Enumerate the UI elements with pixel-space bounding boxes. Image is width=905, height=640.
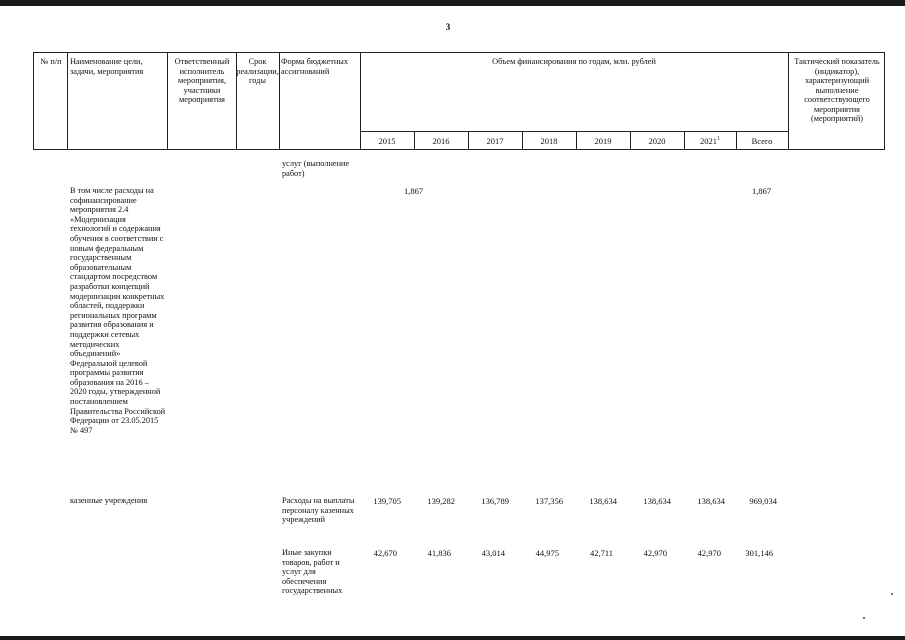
header-no: № п/п [40,57,62,66]
personnel-2018: 137,356 [535,496,563,506]
other-2015: 42,670 [373,548,397,558]
personnel-2017: 136,789 [481,496,509,506]
cofinancing-2016: 1,867 [404,186,424,196]
header-name: Наименование цели, задачи, мероприятия [70,57,144,76]
other-2017: 43,014 [481,548,505,558]
scan-speck [891,593,893,595]
personnel-2015: 139,705 [373,496,401,506]
year-2016: 2016 [432,136,450,146]
top-scan-edge [0,0,905,6]
year-2019: 2019 [594,136,612,146]
cofinancing-description: В том числе расходы на софинансирование мероприятия 2.4 «Модернизация технологий и содержания обучения в соответствии с новым федеральным государственным образовательным стандартом посредством разработки концепций модернизации конкретных областей, поддержки региональных программ развития образования и поддержки сетевых методических объединений» Федеральной целевой программы развития образования на 2016 – 2020 годы, утвержденной постановлением Правительства Российской Федерации от 23.05.2015 № 497 [70,186,166,435]
other-2019: 42,711 [589,548,613,558]
year-2017: 2017 [486,136,504,146]
bottom-scan-edge [0,636,905,640]
personnel-2019: 138,634 [589,496,617,506]
other-2021: 42,970 [697,548,721,558]
year-2020: 2020 [648,136,666,146]
personnel-2021: 138,634 [697,496,725,506]
other-form: Иные закупки товаров, работ и услуг для обеспечения государственных [282,548,343,596]
continued-form-text: услуг (выполнение работ) [282,159,350,178]
other-2020: 42,970 [643,548,667,558]
header-indicator: Тактический показатель (индикатор), характеризующий выполнение соответствующего мероприятия (мероприятий) [794,57,880,123]
year-2015: 2015 [378,136,396,146]
footnote-mark: 1 [717,136,720,143]
header-form: Форма бюджетных ассигнований [281,57,348,76]
other-2018: 44,975 [535,548,559,558]
year-total: Всего [751,136,773,146]
personnel-2016: 139,282 [427,496,455,506]
other-2016: 41,836 [427,548,451,558]
header-term: Срок реализации, годы [236,57,279,85]
scan-speck [863,617,865,619]
page-number: 3 [445,22,451,32]
header-finance: Объем финансирования по годам, млн. рублей [492,57,656,66]
kazennye-label: казенные учреждения [70,496,148,505]
year-2018: 2018 [540,136,558,146]
header-responsible: Ответственный исполнитель мероприятия, участники мероприятия [174,57,230,104]
cofinancing-total: 1,867 [752,186,772,196]
year-2021: 2021$^1$ [700,136,720,146]
personnel-total: 969,034 [749,496,777,506]
personnel-form: Расходы на выплаты персоналу казенных учреждений [282,496,355,525]
other-total: 301,146 [745,548,773,558]
personnel-2020: 138,634 [643,496,671,506]
